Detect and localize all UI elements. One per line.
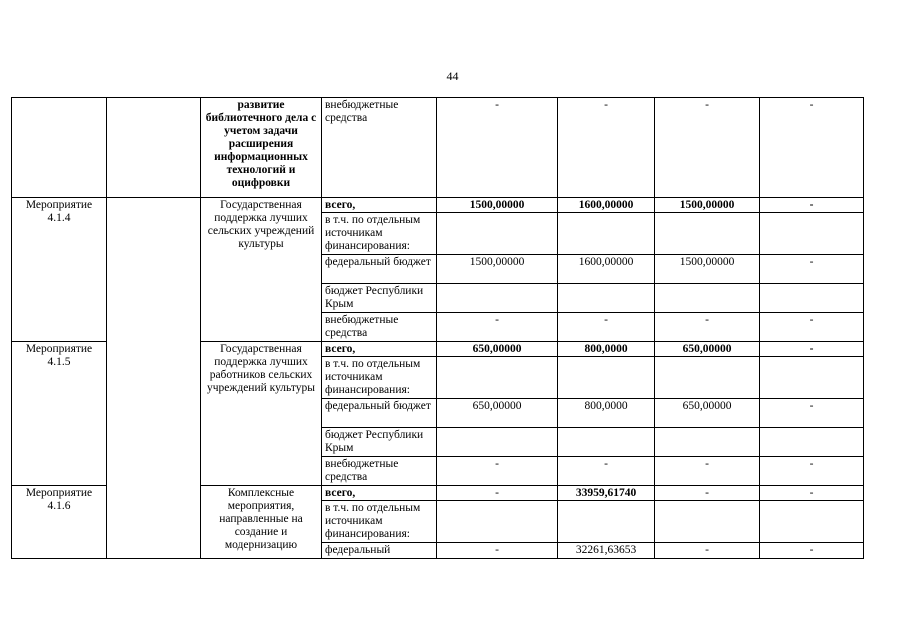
value-cell: -	[760, 543, 864, 559]
value-cell: 1600,00000	[558, 198, 655, 213]
value-cell: 1500,00000	[437, 198, 558, 213]
value-cell	[437, 428, 558, 457]
value-cell: -	[655, 486, 760, 501]
value-cell: -	[760, 313, 864, 342]
source-cell: внебюджетные средства	[322, 457, 437, 486]
value-cell	[437, 213, 558, 255]
executor-cell	[107, 198, 201, 559]
value-cell: 650,00000	[655, 399, 760, 428]
value-cell	[558, 501, 655, 543]
value-cell: -	[760, 342, 864, 357]
source-cell: в т.ч. по отдельным источникам финансирования:	[322, 213, 437, 255]
source-cell: всего,	[322, 486, 437, 501]
value-cell: -	[760, 255, 864, 284]
table-row	[12, 98, 864, 198]
value-cell	[760, 428, 864, 457]
value-cell: -	[558, 98, 655, 198]
measure-name-cell: Государственная поддержка лучших сельских учреждений культуры	[201, 198, 322, 342]
source-cell: всего,	[322, 342, 437, 357]
value-cell: -	[760, 457, 864, 486]
value-cell: -	[655, 543, 760, 559]
value-cell	[655, 501, 760, 543]
value-cell: 32261,63653	[558, 543, 655, 559]
value-cell	[760, 501, 864, 543]
value-cell: -	[437, 543, 558, 559]
value-cell	[655, 428, 760, 457]
value-cell	[760, 213, 864, 255]
source-cell: федеральный	[322, 543, 437, 559]
value-cell	[558, 213, 655, 255]
value-cell	[655, 357, 760, 399]
value-cell: -	[655, 98, 760, 198]
value-cell	[655, 213, 760, 255]
measure-name-cell: развитие библиотечного дела с учетом задачи расширения информационных технологий и оцифровки	[201, 98, 322, 198]
source-cell: в т.ч. по отдельным источникам финансирования:	[322, 501, 437, 543]
value-cell: 1500,00000	[655, 255, 760, 284]
budget-table	[11, 97, 864, 559]
value-cell: -	[760, 399, 864, 428]
source-cell: федеральный бюджет	[322, 255, 437, 284]
value-cell: -	[760, 98, 864, 198]
measure-name-cell: Государственная поддержка лучших работников сельских учреждений культуры	[201, 342, 322, 486]
measure-code-cell: Мероприятие 4.1.4	[12, 198, 107, 342]
value-cell	[437, 357, 558, 399]
value-cell	[655, 284, 760, 313]
value-cell	[760, 357, 864, 399]
value-cell	[760, 284, 864, 313]
source-cell: всего,	[322, 198, 437, 213]
value-cell: -	[437, 313, 558, 342]
source-cell: бюджет Республики Крым	[322, 284, 437, 313]
value-cell: 1500,00000	[437, 255, 558, 284]
value-cell: 650,00000	[437, 342, 558, 357]
value-cell: 33959,61740	[558, 486, 655, 501]
value-cell: -	[655, 457, 760, 486]
value-cell: -	[760, 486, 864, 501]
source-cell: внебюджетные средства	[322, 98, 437, 198]
measure-code-cell: Мероприятие 4.1.6	[12, 486, 107, 559]
measure-code-cell: Мероприятие 4.1.5	[12, 342, 107, 486]
value-cell	[558, 428, 655, 457]
code-cell	[12, 98, 107, 198]
value-cell: 800,0000	[558, 342, 655, 357]
value-cell	[437, 284, 558, 313]
executor-cell	[107, 98, 201, 198]
value-cell: -	[558, 457, 655, 486]
value-cell: -	[437, 457, 558, 486]
source-cell: в т.ч. по отдельным источникам финансирования:	[322, 357, 437, 399]
source-cell: федеральный бюджет	[322, 399, 437, 428]
value-cell: 1600,00000	[558, 255, 655, 284]
value-cell	[558, 284, 655, 313]
value-cell: 800,0000	[558, 399, 655, 428]
value-cell: -	[437, 98, 558, 198]
value-cell: -	[655, 313, 760, 342]
value-cell	[437, 501, 558, 543]
value-cell: -	[760, 198, 864, 213]
value-cell: 650,00000	[437, 399, 558, 428]
value-cell: -	[437, 486, 558, 501]
value-cell: -	[558, 313, 655, 342]
value-cell	[558, 357, 655, 399]
page-number: 44	[446, 69, 459, 83]
source-cell: внебюджетные средства	[322, 313, 437, 342]
value-cell: 1500,00000	[655, 198, 760, 213]
table-row	[12, 198, 864, 213]
measure-name-cell: Комплексные мероприятия, направленные на создание и модернизацию	[201, 486, 322, 559]
source-cell: бюджет Республики Крым	[322, 428, 437, 457]
value-cell: 650,00000	[655, 342, 760, 357]
